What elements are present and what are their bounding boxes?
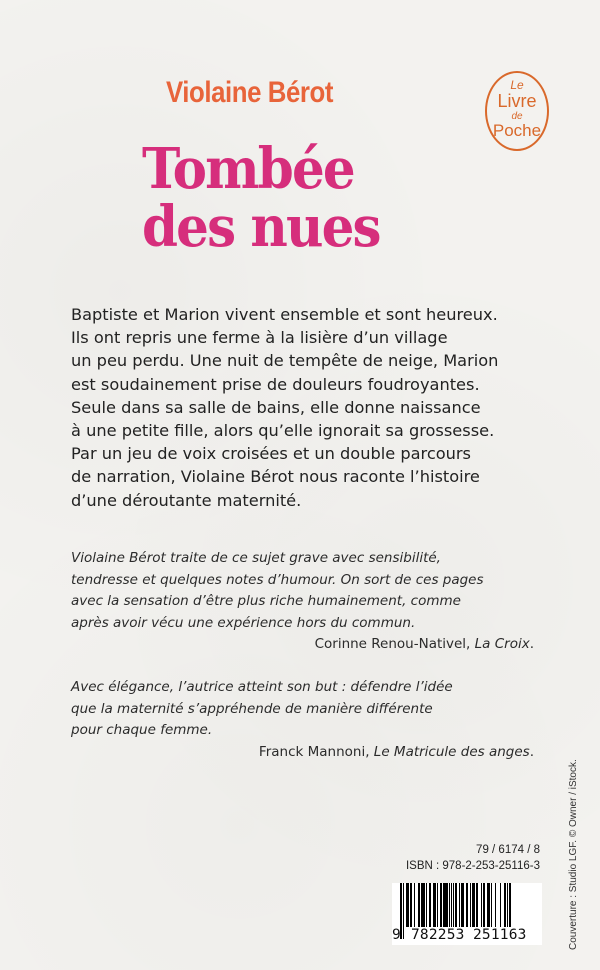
summary-line: Seule dans sa salle de bains, elle donne naissance <box>71 397 481 417</box>
quote-line: tendresse et quelques notes d’humour. On sort de ces pages <box>71 571 484 588</box>
le-livre-de-poche-logo <box>485 71 549 151</box>
logo-poche: Poche <box>492 121 542 140</box>
title-line-2: des nues <box>142 194 380 260</box>
critic-name: Franck Mannoni, <box>258 743 374 760</box>
logo-livre: Livre <box>497 91 537 111</box>
summary-line: Par un jeu de voix croisées et un double parcours <box>71 444 471 464</box>
isbn: ISBN : 978-2-253-25116-3 <box>405 860 540 872</box>
book-title <box>142 136 380 260</box>
barcode-bars <box>400 883 534 931</box>
publication-name: La Croix <box>474 636 530 652</box>
quote-line: pour chaque femme. <box>71 722 213 738</box>
cover-credit: Couverture : Studio LGF. © Owner / iStock. <box>568 759 579 950</box>
quote-text <box>71 677 531 742</box>
quote-line: avec la sensation d’être plus riche humainement, comme <box>71 593 461 609</box>
barcode-group-1: 782253 <box>411 927 465 943</box>
summary-line: un peu perdu. Une nuit de tempête de neige, Marion <box>71 351 499 371</box>
quote-line: Violaine Bérot traite de ce sujet grave avec sensibilité, <box>71 550 441 566</box>
summary-line: à une petite fille, alors qu’elle ignorait sa grossesse. <box>71 421 495 441</box>
quote-line: Avec élégance, l’autrice atteint son but : défendre l’idée <box>71 679 453 695</box>
press-quote-la-croix <box>71 548 534 656</box>
critic-name: Corinne Renou-Nativel, <box>314 636 475 652</box>
reference-number: 79 / 6174 / 8 <box>476 844 540 856</box>
attribution-end: . <box>529 743 534 760</box>
summary-line: de narration, Violaine Bérot nous raconte l’histoire <box>71 467 480 487</box>
publication-name: Le Matricule des anges <box>373 743 530 760</box>
logo-de: de <box>511 111 523 122</box>
logo-le: Le <box>510 78 524 92</box>
book-summary <box>71 303 541 512</box>
quote-attribution <box>71 634 534 656</box>
quote-line: après avoir vécu une expérience hors du commun. <box>71 614 416 631</box>
catalog-codes <box>406 842 540 874</box>
barcode-first-digit: 9 <box>392 927 401 943</box>
barcode <box>392 883 542 945</box>
summary-line: d’une déroutante maternité. <box>71 490 302 510</box>
summary-line: Ils ont repris une ferme à la lisière d’un village <box>71 328 448 348</box>
summary-line: est soudainement prise de douleurs foudroyantes. <box>71 374 480 394</box>
barcode-group-2: 251163 <box>473 927 527 943</box>
summary-line: Baptiste et Marion vivent ensemble et sont heureux. <box>71 305 498 324</box>
quote-text <box>71 548 531 634</box>
quote-attribution <box>71 742 534 764</box>
attribution-end: . <box>529 636 534 652</box>
title-line-1: Tombée <box>142 136 354 202</box>
author-name: Violaine Bérot <box>166 76 333 109</box>
quote-line: que la maternité s’appréhende de manière différente <box>71 700 433 717</box>
press-quote-matricule <box>71 677 534 763</box>
